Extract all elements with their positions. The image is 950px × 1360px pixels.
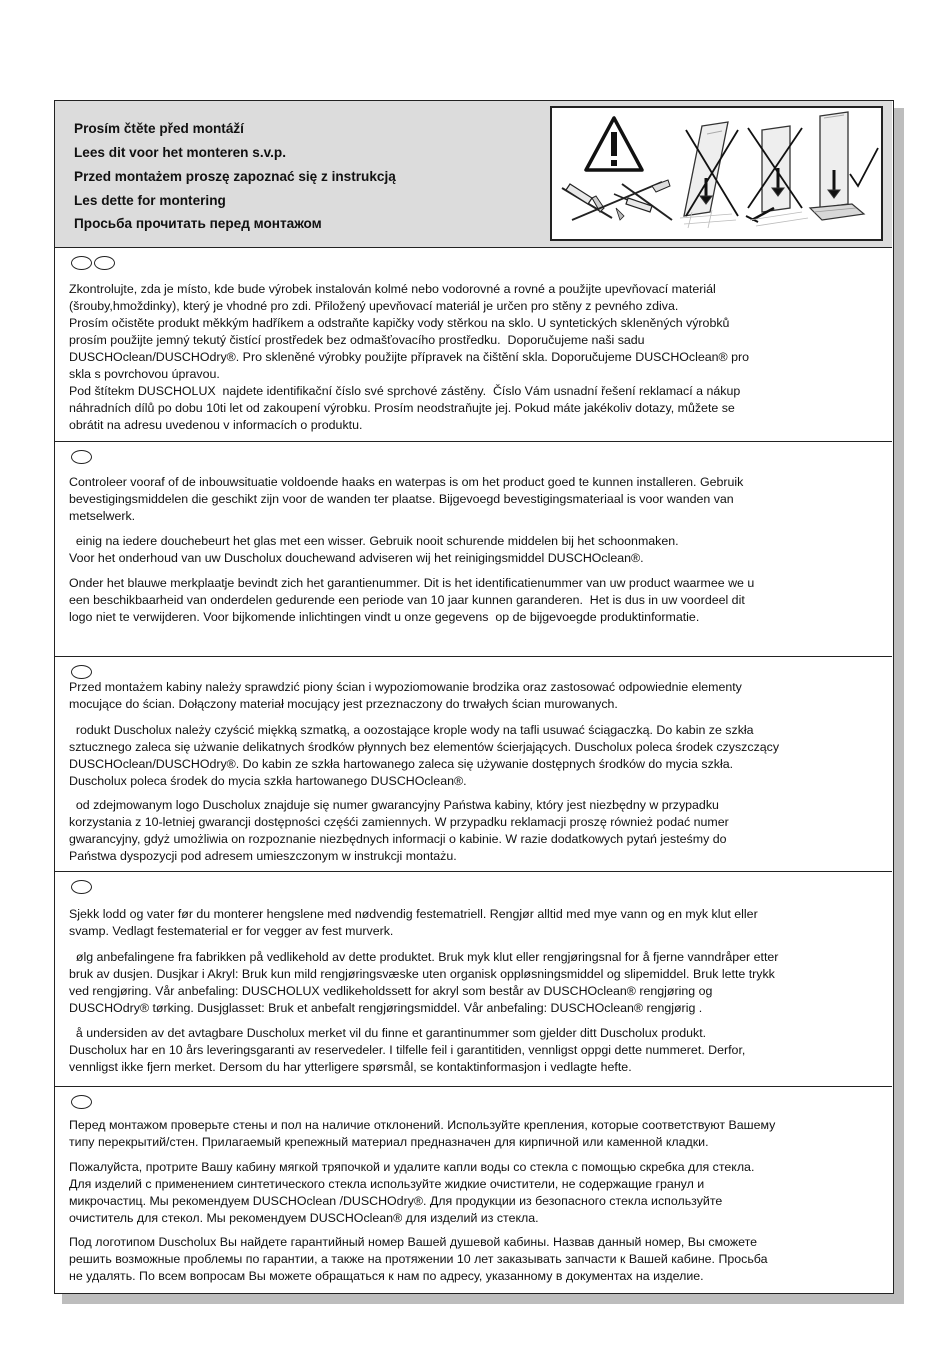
paragraph	[69, 575, 881, 626]
paragraph	[69, 1117, 881, 1151]
paragraph	[69, 281, 881, 434]
text-line: типу перекрытий/стен. Прилагаемый крепежный материал предназначен для кирпичной или каменной кладки.	[69, 1135, 709, 1149]
text-line: Voor het onderhoud van uw Duscholux douchewand adviseren wij het reinigingsmiddel DUSCHOclean®.	[69, 551, 644, 565]
text-line: Sjekk lodd og vater før du monterer hengslene med nødvendig festematriell. Rengjør alltid med mye vann og en myk klut eller	[69, 907, 758, 921]
text-line: микрочастиц. Мы рекомендуем DUSCHOclean /DUSCHOdry®. Для продукции из безопасного стекла используйте	[69, 1194, 723, 1208]
text-line: vennligst ikke fjern merket. Dersom du har ytterligere spørsmål, se kontaktinformasjon i vedlagte hefte.	[69, 1060, 632, 1074]
text-line: DUSCHOclean/DUSCHOdry®. Pro skleněné výrobky použijte přípravek na čištění skla. Doporučujeme DUSCHOclean® pro	[69, 350, 750, 364]
header-title-czech: Prosím čtěte před montáží	[74, 121, 244, 136]
text-line: Перед монтажом проверьте стены и пол на наличие отклонений. Используйте крепления, которые соответствуют Вашему	[69, 1118, 776, 1132]
header-title-russian: Просьба прочитать перед монтажом	[74, 216, 322, 231]
text-line: bruk av dusjen. Dusjkar i Akryl: Bruk kun mild rengjøringsvæske uten organisk oppløsningsmiddel og slipemiddel. Bruk lette trykk	[69, 967, 775, 981]
no-glass-on-tool-icon	[746, 126, 808, 226]
no-glass-on-tiles-icon	[680, 122, 738, 228]
text-line: ved rengjøring. Vår anbefaling: DUSCHOLUX vedlikeholdssett for akryl som består av DUSCHOclean® rengjøring og	[69, 984, 713, 998]
text-line: не удалять. По всем вопросам Вы можете обращаться к нам по адресу, указанному в документах на изделие.	[69, 1269, 704, 1283]
text-line: Państwa dyspozycji pod adresem umieszczonym w instrukcji montażu.	[69, 849, 457, 863]
paragraph	[69, 1159, 881, 1227]
no-abrasive-tools-icon	[562, 180, 672, 220]
paragraph	[69, 906, 881, 940]
language-flags	[71, 880, 94, 894]
text-line: Zkontrolujte, zda je místo, kde bude výrobek instalován kolmé nebo vodorovné a rovné a použijte upevňovací materiál	[69, 282, 716, 296]
text-line: Duscholux poleca środek do mycia szkła hartowanego DUSCHOclean®.	[69, 774, 467, 788]
text-line: Duscholux har en 10 års leveringsgaranti av reservedeler. I tilfelle feil i garantitiden, vennligst oppgi dette nummeret. Derfor,	[69, 1043, 746, 1057]
text-line: rodukt Duscholux należy czyścić miękką szmatką, a oozostające krople wody na tafli usuwać ściągaczką. Do kabin ze szkła	[69, 723, 754, 737]
text-line: å undersiden av det avtagbare Duscholux merket vil du finne et garantinummer som gjelder ditt Duscholux produkt.	[69, 1026, 707, 1040]
warning-triangle-icon	[586, 118, 642, 170]
instruction-frame	[54, 100, 894, 1294]
text-line: Przed montażem kabiny należy sprawdzić piony ścian i wypoziomowanie brodzika oraz zastosować odpowiednie elementy	[69, 680, 742, 694]
text-line: prosím použijte jemný tekutý čistící prostředek bez odmašťovacího prostředku. Doporučujeme naši sadu	[69, 333, 645, 347]
text-line: bevestigingsmiddelen die geschikt zijn voor de wanden ter plaatse. Bijgevoegd bevestigingsmateriaal is voor wanden van	[69, 492, 734, 506]
paragraph	[69, 1025, 881, 1076]
section-norwegian	[55, 871, 892, 1086]
flag-placeholder-icon	[71, 1095, 92, 1109]
header-title-polish: Przed montażem proszę zapoznać się z instrukcją	[74, 169, 396, 184]
text-line: Пожалуйста, протрите Вашу кабину мягкой тряпочкой и удалите капли воды со стекла с помощью скребка для стекла.	[69, 1160, 755, 1174]
text-line: een beschikbaarheid van onderdelen gedurende een periode van 10 jaar kunnen garanderen. Het is dus in uw voordeel dit	[69, 593, 745, 607]
paragraph	[69, 474, 881, 525]
language-flags	[71, 1095, 94, 1109]
text-line: (šrouby,hmoždinky), který je vhodné pro zdi. Přiložený upevňovací materiál je určen pro stěny z pevného zdiva.	[69, 299, 679, 313]
flag-placeholder-icon	[71, 450, 92, 464]
text-line: Onder het blauwe merkplaatje bevindt zich het garantienummer. Dit is het identificatienummer van uw product waarmee we u	[69, 576, 755, 590]
text-line: metselwerk.	[69, 509, 136, 523]
text-line: svamp. Vedlagt festematerial er for vegger av fest murverk.	[69, 924, 394, 938]
flag-placeholder-icon	[71, 665, 92, 679]
paragraph	[69, 679, 881, 713]
header-title-norwegian: Les dette for montering	[74, 193, 226, 208]
warning-illustration-svg	[552, 108, 881, 239]
text-line: DUSCHOdry® tørking. Dusjglasset: Bruk et anbefalt rengjøringsmiddel. Vår anbefaling: DUSCHOclean® rengjørig .	[69, 1001, 703, 1015]
flag-placeholder-icon	[94, 256, 115, 270]
text-line: Для изделий с применением синтетического стекла используйте жидкие очистители, не содержащие гранул и	[69, 1177, 705, 1191]
warning-illustration	[550, 106, 883, 241]
section-polish	[55, 656, 892, 871]
text-line: решить возможные проблемы по гарантии, а также на протяжении 10 лет заказывать запчасти к Вашей кабине. Просьба	[69, 1252, 768, 1266]
text-line: Controleer vooraf of de inbouwsituatie voldoende haaks en waterpas is om het product goed te kunnen installeren. Gebruik	[69, 475, 744, 489]
language-flags	[71, 256, 117, 270]
flag-placeholder-icon	[71, 256, 92, 270]
text-line: náhradních dílů po dobu 10ti let od zakoupení výrobku. Prosím neodstraňujte jej. Pokud máte jakékoliv dotazy, můžete se	[69, 401, 735, 415]
text-line: korzystania z 10-letniej gwarancji dostępności częśći zamiennych. W przypadku reklamacji proszę również podać numer	[69, 815, 729, 829]
text-line: DUSCHOclean/DUSCHOdry®. Do kabin ze szkła hartowanego zaleca się używanie dostępnych środków do mycia szkła.	[69, 757, 734, 771]
header-band	[55, 101, 892, 247]
section-russian	[55, 1086, 892, 1292]
text-line: Под логотипом Duscholux Вы найдете гарантийный номер Вашей душевой кабины. Назвав данный номер, Вы сможете	[69, 1235, 758, 1249]
text-line: Pod štítekm DUSCHOLUX najdete identifikační číslo své sprchové zástěny. Číslo Vám usnadní řešení reklamací a nákup	[69, 384, 741, 398]
text-line: ølg anbefalingene fra fabrikken på vedlikehold av dette produktet. Bruk myk klut eller rengjøringsnal for å fjerne vanndråper etter	[69, 950, 779, 964]
text-line: obrátit na adresu uvedenou v informacích o produktu.	[69, 418, 363, 432]
paragraph	[69, 722, 881, 790]
text-line: einig na iedere douchebeurt het glas met een wisser. Gebruik nooit schurende middelen bij het schoonmaken.	[69, 534, 679, 548]
text-line: mocujące do ścian. Dołączony materiał mocujący jest przeznaczony do trwałych ścian murowanych.	[69, 697, 618, 711]
flag-placeholder-icon	[71, 880, 92, 894]
text-line: Prosím očistěte produkt měkkým hadříkem a odstraňte kapičky vody stěrkou na sklo. U syntetických skleněných výrobků	[69, 316, 730, 330]
paragraph	[69, 533, 881, 567]
section-dutch	[55, 441, 892, 656]
language-flags	[71, 450, 94, 464]
text-line: od zdejmowanym logo Duscholux znajduje się numer gwarancyjny Państwa kabiny, który jest niezbędny w przypadku	[69, 798, 719, 812]
section-czech	[55, 247, 892, 441]
paragraph	[69, 949, 881, 1017]
text-line: gwarancyjny, gdyż umożliwia on rozpoznanie niezbędnych informacji o kabinie. W razie dodatkowych pytań jesteśmy do	[69, 832, 727, 846]
language-flags	[71, 665, 94, 679]
paragraph	[69, 1234, 881, 1285]
glass-on-cardboard-ok-icon	[810, 112, 878, 220]
text-line: logo niet te verwijderen. Voor bijkomende inlichtingen vindt u onze gegevens op de bijgevoegde produktinformatie.	[69, 610, 700, 624]
text-line: очиститель для стекол. Мы рекомендуем DUSCHOclean® для изделий из стекла.	[69, 1211, 539, 1225]
header-title-dutch: Lees dit voor het monteren s.v.p.	[74, 145, 287, 160]
text-line: skla s povrchovou úpravou.	[69, 367, 220, 381]
paragraph	[69, 797, 881, 865]
text-line: sztucznego zaleca się użwanie delikatnych środków płynnych bez elementów ścierjających. Duscholux poleca środek czyszczący	[69, 740, 780, 754]
